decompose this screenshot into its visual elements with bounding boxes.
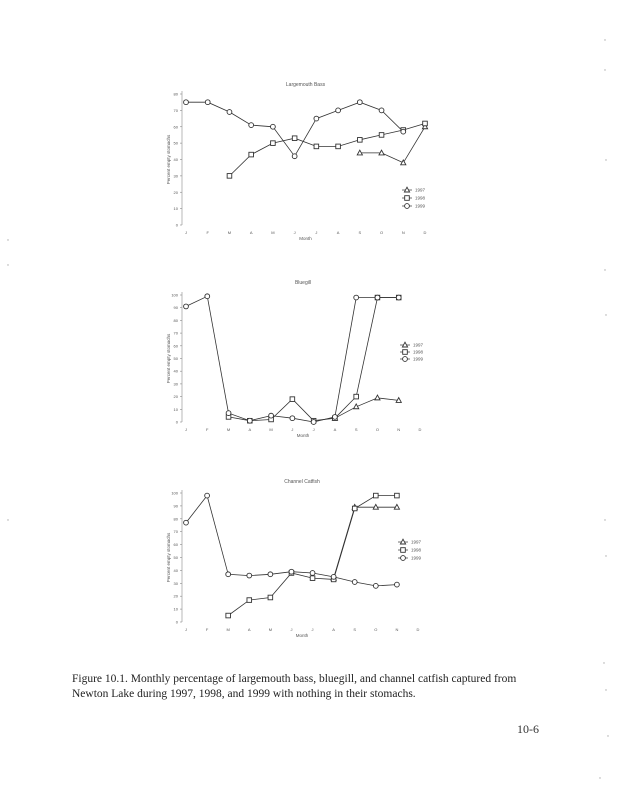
x-tick-label: A [333,427,337,432]
data-point [247,418,252,423]
data-point [310,576,315,581]
y-tick-label: 80 [173,516,178,522]
scan-speck [607,735,608,736]
data-point [205,493,210,498]
x-axis-label: Month [296,433,310,438]
x-tick-label: D [423,230,427,235]
scan-speck [599,777,600,778]
x-tick-label: S [358,230,362,235]
y-tick-label: 50 [173,356,178,361]
series-1999 [184,294,402,425]
scan-speck [605,314,606,315]
legend-marker [403,357,408,362]
data-point [292,136,297,141]
legend-marker [401,548,406,553]
x-tick-label: D [416,627,420,632]
legend-label: 1997 [411,539,422,545]
x-tick-label: F [205,627,209,632]
x-tick-label: J [293,230,296,235]
legend [400,342,424,361]
x-tick-label: A [249,230,253,235]
series-line [230,124,426,176]
y-tick-label: 60 [173,124,178,130]
x-tick-label: J [315,230,318,235]
scan-speck [604,69,605,70]
y-tick-label: 60 [173,542,178,548]
data-point [395,582,400,587]
scan-speck [605,159,606,160]
x-tick-label: O [375,427,380,432]
y-axis-label: Percent empty stomachs [166,532,171,583]
data-point [247,573,252,578]
data-point [373,583,378,588]
legend-marker [405,204,410,209]
data-point [290,416,295,421]
data-point [227,174,232,179]
data-point [289,569,294,574]
series-line [228,496,397,616]
x-tick-label: S [353,627,357,632]
y-tick-label: 0 [175,619,178,625]
data-point [205,294,210,299]
x-tick-label: M [227,230,232,235]
data-point [331,574,336,579]
legend-label: 1998 [415,195,426,201]
x-axis-label: Month [295,633,309,638]
x-tick-label: A [248,427,252,432]
x-tick-label: A [336,230,340,235]
data-point [394,504,399,509]
series-1999 [184,100,406,159]
x-tick-label: N [401,230,405,235]
data-point [268,572,273,577]
legend-marker [402,342,407,347]
x-tick-label: N [395,627,399,632]
x-tick-label: J [291,427,294,432]
legend-marker [401,556,406,561]
data-point [379,108,384,113]
y-tick-label: 70 [173,330,178,336]
data-point [395,493,400,498]
y-tick-label: 10 [173,606,178,612]
data-point [354,295,359,300]
y-tick-label: 100 [171,292,178,298]
y-tick-label: 0 [175,222,178,228]
chart-1 [166,82,428,241]
x-tick-label: J [311,627,314,632]
legend-label: 1997 [413,342,424,348]
data-point [311,420,316,425]
series-1997 [332,395,401,420]
y-tick-label: 30 [173,381,178,387]
x-tick-label: F [206,230,209,235]
x-tick-label: A [332,627,335,632]
scan-speck [605,689,606,690]
data-point [357,100,362,105]
scan-speck [603,662,604,663]
data-point [227,110,232,115]
y-tick-label: 20 [173,394,178,400]
legend-label: 1997 [415,187,426,193]
chart-title: Bluegill [294,280,312,286]
data-point [226,411,231,416]
legend-label: 1999 [413,356,424,362]
data-point [336,108,341,113]
data-point [184,304,189,309]
y-tick-label: 10 [173,406,178,412]
series-1998 [226,493,399,618]
legend-label: 1999 [411,555,422,561]
y-tick-label: 90 [173,503,178,509]
x-tick-label: J [185,427,187,432]
x-tick-label: M [226,627,230,632]
series-1997 [357,124,427,165]
x-tick-label: J [290,627,293,632]
data-point [314,144,319,149]
x-tick-label: J [185,230,187,235]
data-point [205,100,210,105]
y-tick-label: 80 [173,91,178,97]
data-point [310,571,315,576]
y-tick-label: 50 [173,555,178,560]
y-tick-label: 20 [173,189,178,195]
data-point [292,154,297,159]
data-point [247,598,252,603]
series-line [186,102,403,156]
data-point [352,506,357,511]
data-point [249,152,254,157]
series-1998 [227,121,427,178]
x-tick-label: O [374,627,378,632]
scan-speck [604,39,605,40]
legend-label: 1999 [415,203,426,209]
legend-label: 1998 [411,547,422,553]
x-tick-label: M [269,427,273,432]
y-tick-label: 100 [171,490,178,496]
x-tick-label: M [226,427,231,432]
legend-marker [403,350,408,355]
x-tick-label: S [354,427,358,432]
data-point [249,123,254,128]
series-1997 [331,504,399,580]
data-point [271,124,276,129]
y-tick-label: 30 [173,173,178,179]
data-point [379,133,384,138]
data-point [396,295,401,300]
series-line [229,298,399,421]
y-tick-label: 20 [173,593,178,599]
x-tick-label: A [247,627,251,632]
chart-2 [166,280,424,438]
series-line [334,507,397,578]
chart-title: Channel Catfish [284,479,320,485]
scan-speck [604,519,605,520]
data-point [226,572,231,577]
data-point [375,295,380,300]
data-point [352,580,357,585]
x-tick-label: J [312,427,315,432]
y-tick-label: 0 [175,419,178,425]
data-point [290,397,295,402]
y-tick-label: 40 [173,157,178,162]
x-tick-label: F [206,427,209,432]
page-number: 10-6 [517,722,539,736]
legend-marker [405,196,410,201]
x-tick-label: J [185,627,187,632]
chart-3 [166,479,422,638]
y-axis-label: Percent empty stomachs [166,333,171,384]
scan-speck [7,264,8,265]
y-tick-label: 30 [173,580,178,586]
x-axis-label: Month [299,236,312,241]
y-axis-label: Percent empty stomachs [166,134,171,185]
data-point [268,595,273,600]
data-point [226,613,231,618]
data-point [375,395,380,400]
scan-speck [7,239,8,240]
data-point [333,415,338,420]
y-tick-label: 40 [173,567,178,573]
y-tick-label: 50 [173,140,178,146]
legend-label: 1998 [413,349,424,355]
data-point [271,141,276,146]
data-point [354,394,359,399]
data-point [269,413,274,418]
scan-speck [604,269,605,270]
y-tick-label: 10 [173,206,178,212]
data-point [336,144,341,149]
y-tick-label: 80 [173,317,178,323]
data-point [184,520,189,525]
series-1998 [226,295,401,423]
data-point [314,116,319,121]
y-tick-label: 70 [173,529,178,535]
chart-title: Largemouth Bass [285,82,326,88]
y-tick-label: 90 [173,305,178,311]
data-point [401,129,406,134]
series-line [186,296,399,422]
data-point [423,121,428,126]
x-tick-label: O [379,230,384,235]
y-tick-label: 60 [173,343,178,349]
legend-marker [400,539,405,544]
x-tick-label: D [418,427,422,432]
data-point [373,504,378,509]
scan-speck [7,519,8,520]
x-tick-label: M [271,230,275,235]
x-tick-label: N [397,427,401,432]
y-tick-label: 70 [173,107,178,113]
legend-marker [404,187,409,192]
y-tick-label: 40 [173,368,178,374]
data-point [358,138,363,143]
data-point [374,493,379,498]
scan-speck [605,555,606,556]
x-tick-label: M [268,627,273,632]
legend [398,539,422,560]
figure-caption: Figure 10.1. Monthly percentage of largemouth bass, bluegill, and channel catfish captured from Newton Lake during 1997, 1998, and 1999 with nothing in their stomachs. [72,673,517,700]
legend [402,187,426,208]
data-point [184,100,189,105]
